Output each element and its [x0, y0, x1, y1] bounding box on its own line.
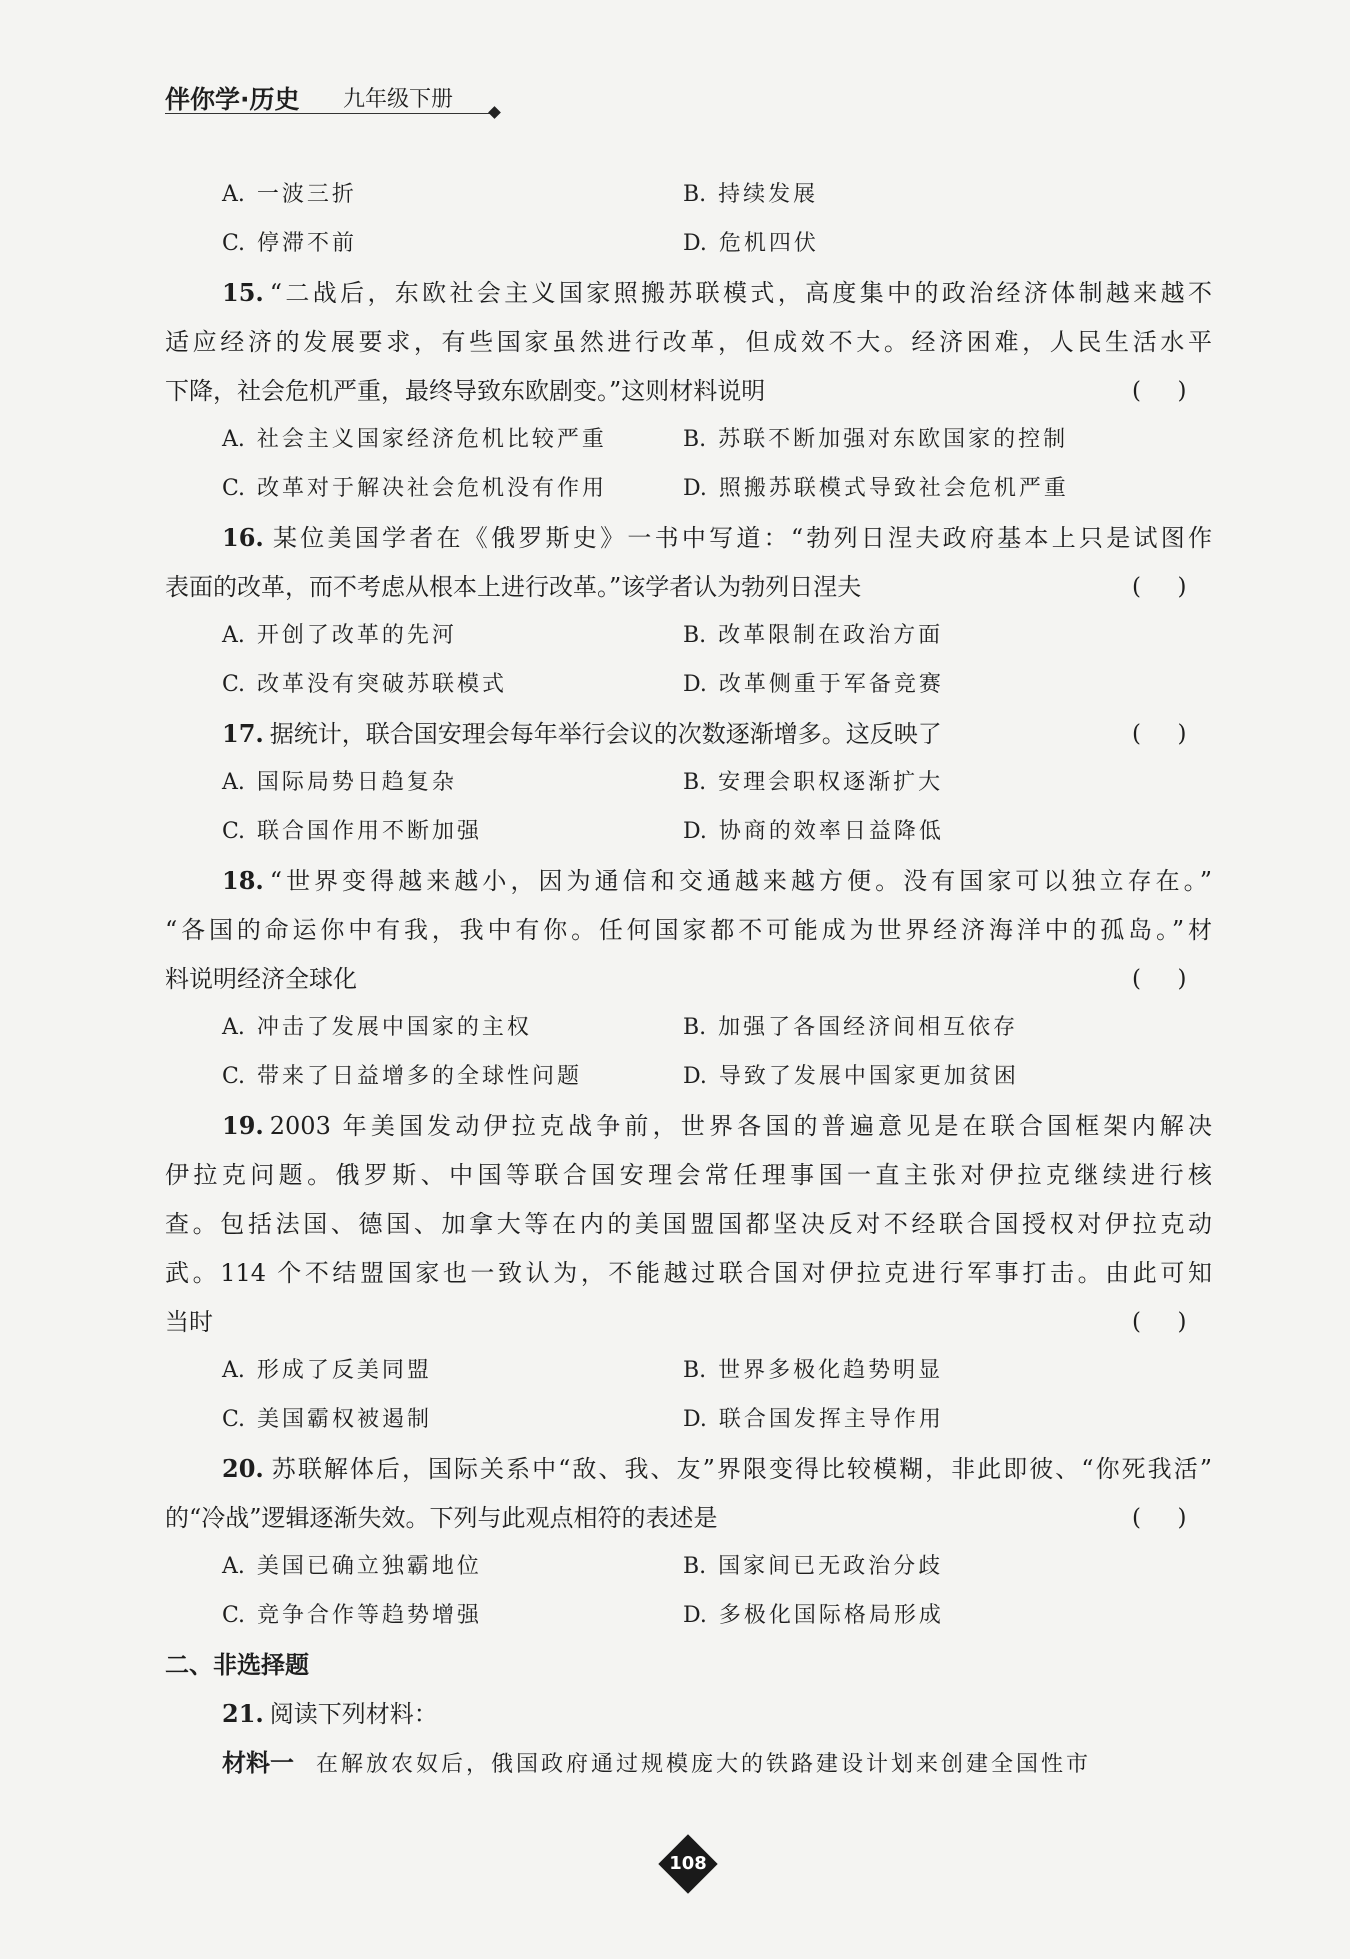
page-header	[165, 80, 507, 114]
q16-option-d: D. 改革侧重于军备竞赛	[683, 672, 944, 697]
q20-option-b: B. 国家间已无政治分歧	[683, 1554, 944, 1579]
q19-option-a: A. 形成了反美同盟	[222, 1358, 432, 1383]
q18-option-d: D. 导致了发展中国家更加贫困	[683, 1064, 1019, 1089]
q18-option-c: C. 带来了日益增多的全球性问题	[222, 1064, 583, 1089]
q20-number: 20.	[222, 1454, 264, 1483]
q15-option-a: A. 社会主义国家经济危机比较严重	[222, 427, 607, 452]
q15-stem-line-3: 下降，社会危机严重，最终导致东欧剧变。”这则材料说明	[165, 377, 766, 405]
q16-stem-line-2: 表面的改革，而不考虑从根本上进行改革。”该学者认为勃列日涅夫	[165, 573, 862, 601]
q14-option-d: D. 危机四伏	[683, 231, 819, 256]
q15-option-d: D. 照搬苏联模式导致社会危机严重	[683, 476, 1069, 501]
q20-stem-line-2: 的“冷战”逻辑逐渐失效。下列与此观点相符的表述是	[165, 1504, 718, 1532]
material-label: 材料一	[222, 1749, 294, 1777]
q19-option-c: C. 美国霸权被遏制	[222, 1407, 433, 1432]
q15-stem-line-1: 15. “二战后，东欧社会主义国家照搬苏联模式，高度集中的政治经济体制越来越不	[222, 278, 1212, 307]
header-grade: 九年级下册	[343, 87, 454, 112]
header-brand: 伴你学·历史	[165, 85, 300, 114]
q20-option-d: D. 多极化国际格局形成	[683, 1603, 944, 1628]
q20-option-c: C. 竞争合作等趋势增强	[222, 1603, 483, 1628]
q21-intro: 21. 阅读下列材料：	[222, 1699, 438, 1728]
q15-option-c: C. 改革对于解决社会危机没有作用	[222, 476, 608, 501]
q16-option-b: B. 改革限制在政治方面	[683, 623, 944, 648]
q18-stem-line-2: “各国的命运你中有我，我中有你。任何国家都不可能成为世界经济海洋中的孤岛。”材	[165, 916, 1212, 944]
page-number-badge	[659, 1835, 717, 1893]
q14-option-c: C. 停滞不前	[222, 231, 358, 256]
q19-answer-blank: ( )	[1132, 1309, 1187, 1335]
q17-option-c: C. 联合国作用不断加强	[222, 819, 483, 844]
q19-stem-line-1: 19. 2003 年美国发动伊拉克战争前，世界各国的普遍意见是在联合国框架内解决	[222, 1111, 1212, 1140]
section-heading: 二、非选择题	[165, 1651, 309, 1679]
q17-option-b: B. 安理会职权逐渐扩大	[683, 770, 944, 795]
q19-option-d: D. 联合国发挥主导作用	[683, 1407, 944, 1432]
q19-option-b: B. 世界多极化趋势明显	[683, 1358, 944, 1383]
q18-stem-line-3: 料说明经济全球化	[165, 965, 357, 993]
q17-option-a: A. 国际局势日趋复杂	[222, 770, 457, 795]
q15-option-b: B. 苏联不断加强对东欧国家的控制	[683, 427, 1069, 452]
q15-stem-line-2: 适应经济的发展要求，有些国家虽然进行改革，但成效不大。经济困难，人民生活水平	[165, 328, 1212, 356]
header-rule	[165, 113, 490, 114]
diamond-icon	[488, 106, 501, 119]
q16-stem-line-1: 16. 某位美国学者在《俄罗斯史》一书中写道：“勃列日涅夫政府基本上只是试图作	[222, 523, 1212, 552]
q18-number: 18.	[222, 866, 264, 895]
q19-number: 19.	[222, 1111, 264, 1140]
q14-option-b: B. 持续发展	[683, 182, 819, 207]
q17-stem-line-1: 17. 据统计，联合国安理会每年举行会议的次数逐渐增多。这反映了	[222, 719, 942, 748]
q21-material-one: 材料一 在解放农奴后，俄国政府通过规模庞大的铁路建设计划来创建全国性市	[222, 1749, 1092, 1777]
q18-option-a: A. 冲击了发展中国家的主权	[222, 1015, 532, 1040]
q20-answer-blank: ( )	[1132, 1505, 1187, 1531]
page-number: 108	[669, 1853, 707, 1874]
q17-answer-blank: ( )	[1132, 721, 1187, 747]
q17-number: 17.	[222, 719, 264, 748]
q18-option-b: B. 加强了各国经济间相互依存	[683, 1015, 1019, 1040]
q18-stem-line-1: 18. “世界变得越来越小，因为通信和交通越来越方便。没有国家可以独立存在。”	[222, 866, 1212, 895]
q15-number: 15.	[222, 278, 264, 307]
q14-option-a: A. 一波三折	[222, 182, 357, 207]
q21-number: 21.	[222, 1699, 264, 1728]
q15-answer-blank: ( )	[1132, 378, 1187, 404]
q19-stem-line-5: 当时	[165, 1308, 213, 1336]
q19-stem-line-4: 武。114 个不结盟国家也一致认为，不能越过联合国对伊拉克进行军事打击。由此可知	[165, 1259, 1212, 1287]
q16-number: 16.	[222, 523, 264, 552]
q16-answer-blank: ( )	[1132, 574, 1187, 600]
q18-answer-blank: ( )	[1132, 966, 1187, 992]
q19-stem-line-3: 查。包括法国、德国、加拿大等在内的美国盟国都坚决反对不经联合国授权对伊拉克动	[165, 1210, 1212, 1238]
q16-option-a: A. 开创了改革的先河	[222, 623, 457, 648]
q17-option-d: D. 协商的效率日益降低	[683, 819, 944, 844]
q16-option-c: C. 改革没有突破苏联模式	[222, 672, 508, 697]
q20-stem-line-1: 20. 苏联解体后，国际关系中“敌、我、友”界限变得比较模糊，非此即彼、“你死我活”	[222, 1454, 1212, 1483]
q19-stem-line-2: 伊拉克问题。俄罗斯、中国等联合国安理会常任理事国一直主张对伊拉克继续进行核	[165, 1161, 1212, 1189]
q20-option-a: A. 美国已确立独霸地位	[222, 1554, 482, 1579]
